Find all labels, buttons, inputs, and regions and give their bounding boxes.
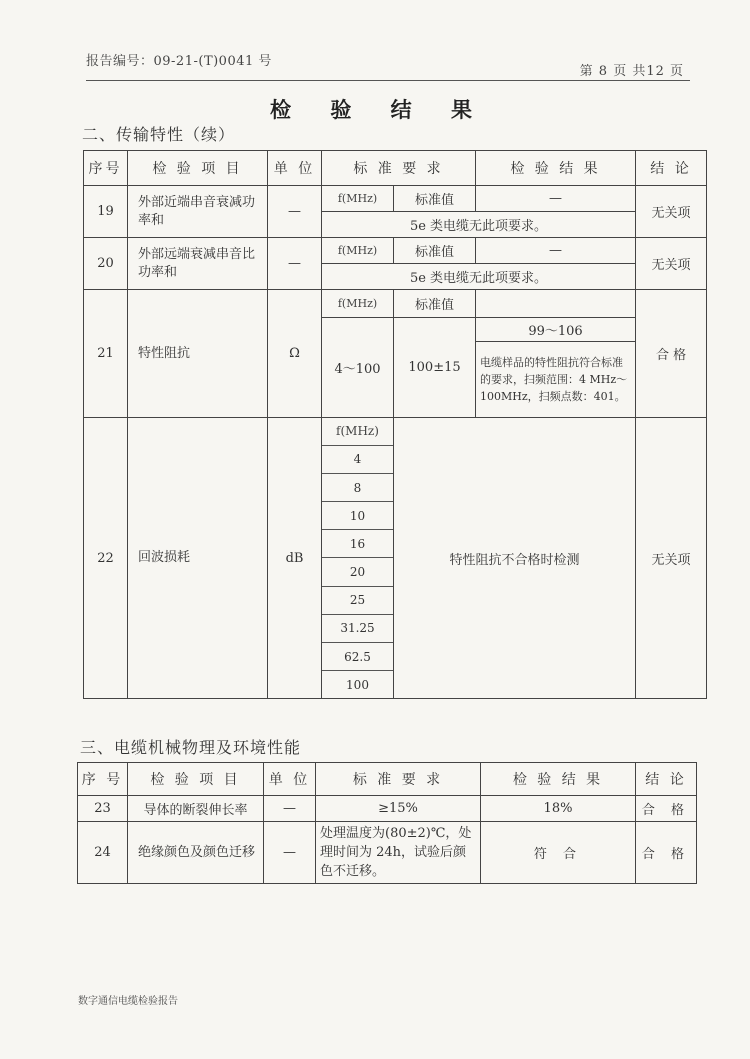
row-conclusion: 合 格	[636, 822, 697, 884]
table-row	[84, 290, 707, 318]
std-label: 标准值	[394, 186, 476, 212]
row-item: 回波损耗	[128, 418, 268, 699]
col-unit: 单 位	[264, 763, 316, 796]
std-label: 标准值	[394, 238, 476, 264]
row-unit: —	[264, 796, 316, 822]
mechanical-table	[77, 762, 697, 884]
page-info: 第 8 页 共12 页	[579, 64, 684, 79]
freq-list-cell	[322, 418, 394, 699]
row-item: 绝缘颜色及颜色迁移	[128, 822, 264, 884]
table-row	[78, 822, 697, 884]
section3-heading: 三、电缆机械物理及环境性能	[80, 738, 302, 757]
row-item: 特性阻抗	[128, 290, 268, 418]
row-no: 20	[84, 238, 128, 290]
row-item: 外部近端串音衰减功率和	[128, 186, 268, 238]
freq-label: f(MHz)	[322, 290, 394, 318]
table-header-row	[78, 763, 697, 796]
col-conclusion: 结 论	[636, 151, 707, 186]
transmission-table	[83, 150, 707, 699]
row-result: 18%	[481, 796, 636, 822]
row-no: 22	[84, 418, 128, 699]
row-result: 符 合	[481, 822, 636, 884]
col-no: 序 号	[78, 763, 128, 796]
row-result: —	[476, 238, 636, 264]
table-row	[84, 186, 707, 212]
freq-value: 16	[322, 530, 393, 558]
row-note: 5e 类电缆无此项要求。	[322, 212, 636, 238]
col-standard: 标 准 要 求	[316, 763, 481, 796]
row-conclusion: 无关项	[636, 186, 707, 238]
row-unit: dB	[268, 418, 322, 699]
row-no: 24	[78, 822, 128, 884]
freq-value: 25	[322, 586, 393, 614]
freq-value: 62.5	[322, 643, 393, 671]
col-unit: 单 位	[268, 151, 322, 186]
row-conclusion: 无关项	[636, 238, 707, 290]
row-result: —	[476, 186, 636, 212]
freq-value: 4	[322, 445, 393, 473]
col-item: 检 验 项 目	[128, 151, 268, 186]
row-conclusion: 合 格	[636, 796, 697, 822]
row-no: 23	[78, 796, 128, 822]
freq-value: 31.25	[322, 614, 393, 642]
row-standard: 处理温度为(80±2)℃，处理时间为 24h，试验后颜色不迁移。	[316, 822, 481, 884]
result-blank	[476, 290, 636, 318]
table-row	[84, 418, 707, 699]
row-conclusion: 合 格	[636, 290, 707, 418]
footer-text: 数字通信电缆检验报告	[78, 996, 178, 1007]
header-divider	[86, 80, 690, 81]
row-result: 特性阻抗不合格时检测	[394, 418, 636, 699]
freq-value: 100	[322, 671, 393, 698]
result-note: 电缆样品的特性阻抗符合标准的要求，扫频范围：4 MHz～100MHz，扫频点数：401。	[476, 342, 636, 418]
result-value: 99～106	[476, 318, 636, 342]
row-no: 21	[84, 290, 128, 418]
freq-label: f(MHz)	[322, 186, 394, 212]
freq-label: f(MHz)	[322, 418, 393, 445]
col-no: 序号	[84, 151, 128, 186]
row-unit: —	[268, 238, 322, 290]
row-note: 5e 类电缆无此项要求。	[322, 264, 636, 290]
col-item: 检 验 项 目	[128, 763, 264, 796]
row-standard: ≥15%	[316, 796, 481, 822]
row-unit: Ω	[268, 290, 322, 418]
section2-heading: 二、传输特性（续）	[82, 125, 236, 144]
row-unit: —	[268, 186, 322, 238]
table-row	[84, 238, 707, 264]
col-result: 检 验 结 果	[481, 763, 636, 796]
freq-value: 20	[322, 558, 393, 586]
table-header-row	[84, 151, 707, 186]
report-number: 报告编号：09-21-(T)0041 号	[86, 54, 272, 69]
col-conclusion: 结 论	[636, 763, 697, 796]
freq-value: 10	[322, 502, 393, 530]
std-label: 标准值	[394, 290, 476, 318]
std-value: 100±15	[394, 318, 476, 418]
row-unit: —	[264, 822, 316, 884]
row-conclusion: 无关项	[636, 418, 707, 699]
row-item: 导体的断裂伸长率	[128, 796, 264, 822]
row-item: 外部远端衰减串音比功率和	[128, 238, 268, 290]
col-standard: 标 准 要 求	[322, 151, 476, 186]
document-title: 检 验 结 果	[270, 97, 488, 122]
freq-label: f(MHz)	[322, 238, 394, 264]
table-row	[78, 796, 697, 822]
freq-list	[322, 418, 393, 698]
freq-value: 8	[322, 473, 393, 501]
freq-range: 4～100	[322, 318, 394, 418]
row-no: 19	[84, 186, 128, 238]
col-result: 检 验 结 果	[476, 151, 636, 186]
